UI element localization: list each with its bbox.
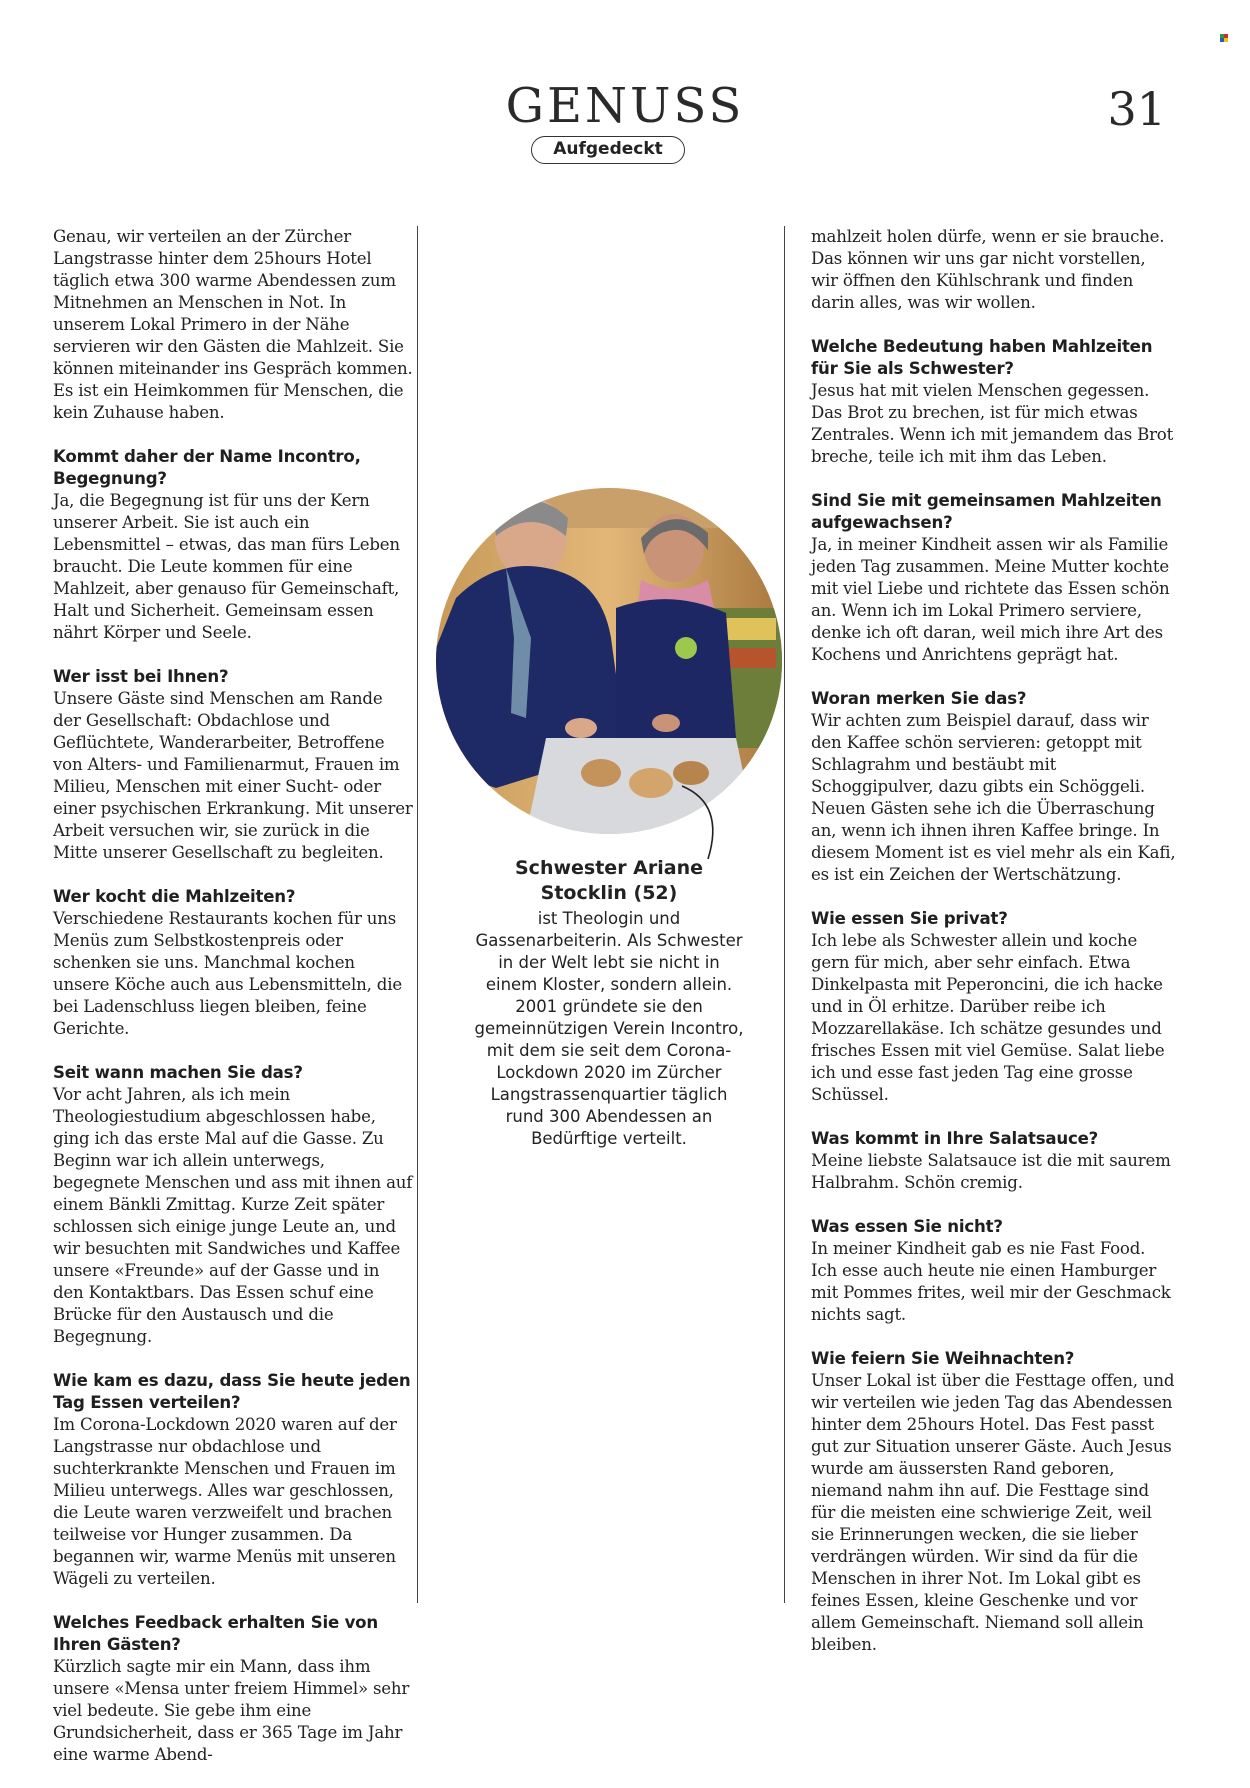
answer: Unser Lokal ist über die Festtage offen, und wir verteilen wie jeden Tag das Abendessen hinter dem 25hours Hotel. Das Fest passt gut zur Situation unserer Gäste. Auch Jesus wurde am äussersten Rand geboren, niemand nahm ihn auf. Die Festtage sind für die meisten eine schwierige Zeit, weil sie Erinnerungen wecken, die sie lieber verdrängen würden. Wir sind da für die Menschen in ihrer Not. Im Lokal gibt es feines Essen, kleine Geschenke und vor allem Gemeinschaft. Niemand soll allein bleiben. xyxy=(811,1371,1175,1654)
answer: Jesus hat mit vielen Menschen gegessen. Das Brot zu brechen, ist für mich etwas Zentrales. Wenn ich mit jemandem das Brot breche, teile ich mit ihm das Leben. xyxy=(811,381,1174,466)
page-number: 31 xyxy=(1107,82,1166,136)
answer: Ja, die Begegnung ist für uns der Kern unserer Arbeit. Sie ist auch ein Lebensmittel – etwas, das man fürs Leben braucht. Die Leute kommen für eine Mahlzeit, aber genauso für Gemeinschaft, Halt und Sicherheit. Gemeinsam essen nährt Körper und Seele. xyxy=(53,491,400,642)
answer: Unsere Gäste sind Menschen am Rande der Gesellschaft: Obdachlose und Geflüchtete, Wanderarbeiter, Betroffene von Alters- und Familienarmut, Frauen im Milieu, Menschen mit einer Sucht- oder einer psychischen Erkrankung. Mit unserer Arbeit versuchen wir, sie zurück in die Mitte unserer Gesellschaft zu begleiten. xyxy=(53,689,413,862)
intro-paragraph: Genau, wir verteilen an der Zürcher Langstrasse hinter dem 25hours Hotel täglich etwa 300 warme Abendessen zum Mitnehmen an Menschen in Not. In unserem Lokal Primero in der Nähe servieren wir den Gästen die Mahlzeit. Sie können miteinander ins Gespräch kommen. Es ist ein Heimkommen für Menschen, die kein Zuhause haben. xyxy=(53,227,413,422)
answer: Im Corona-Lockdown 2020 waren auf der Langstrasse nur obdachlose und suchterkrankte Menschen und Frauen im Milieu unterwegs. Alles war geschlossen, die Leute waren verzweifelt und brachen teilweise vor Hunger zusammen. Da begannen wir, warme Menüs mit unseren Wägeli zu verteilen. xyxy=(53,1415,397,1588)
qa-block xyxy=(811,1128,1176,1194)
article-column-right xyxy=(811,226,1176,1678)
qa-block xyxy=(811,1348,1176,1656)
portrait-name: Schwester Ariane Stocklin (52) xyxy=(515,857,703,904)
question: Seit wann machen Sie das? xyxy=(53,1063,303,1082)
answer: Verschiedene Restaurants kochen für uns Menüs zum Selbstkostenpreis oder schenken sie uns. Manchmal kochen unsere Köche auch aus Lebensmitteln, die bei Ladenschluss liegen bleiben, feine Gerichte. xyxy=(53,909,402,1038)
qa-block xyxy=(53,1612,413,1766)
column-divider-left xyxy=(417,226,418,1603)
answer: Kürzlich sagte mir ein Mann, dass ihm unsere «Mensa unter freiem Himmel» sehr viel bedeute. Sie gebe ihm eine Grundsicherheit, dass er 365 Tage im Jahr eine warme Abend- xyxy=(53,1657,410,1764)
answer: In meiner Kindheit gab es nie Fast Food. Ich esse auch heute nie einen Hamburger mit Pommes frites, weil mir der Geschmack nichts sagt. xyxy=(811,1239,1171,1324)
qa-block xyxy=(53,666,413,864)
qa-block xyxy=(53,886,413,1040)
qa-block xyxy=(53,446,413,644)
question: Welche Bedeutung haben Mahlzeiten für Sie als Schwester? xyxy=(811,337,1153,378)
portrait-photo xyxy=(436,488,782,834)
question: Welches Feedback erhalten Sie von Ihren Gästen? xyxy=(53,1613,378,1654)
continuation-paragraph: mahlzeit holen dürfe, wenn er sie brauche. Das können wir uns gar nicht vorstellen, wir öffnen den Kühlschrank und finden darin alles, was wir wollen. xyxy=(811,227,1165,312)
article-column-left xyxy=(53,226,413,1788)
question: Was kommt in Ihre Salatsauce? xyxy=(811,1129,1099,1148)
portrait-bio: ist Theologin und Gassenarbeiterin. Als Schwester in der Welt lebt sie nicht in einem Kloster, sondern allein. 2001 gründete sie den gemeinnützigen Verein Incontro, mit dem sie seit dem Corona-Lockdown 2020 im Zürcher Langstrassenquartier täglich rund 300 Abendessen an Bedürftige verteilt. xyxy=(474,909,744,1148)
qa-block xyxy=(53,1370,413,1590)
answer: Meine liebste Salatsauce ist die mit saurem Halbrahm. Schön cremig. xyxy=(811,1151,1171,1192)
question: Wie feiern Sie Weihnachten? xyxy=(811,1349,1075,1368)
question: Wer kocht die Mahlzeiten? xyxy=(53,887,296,906)
portrait-caption xyxy=(470,856,748,1150)
question: Was essen Sie nicht? xyxy=(811,1217,1003,1236)
question: Wie kam es dazu, dass Sie heute jeden Tag Essen verteilen? xyxy=(53,1371,411,1412)
kicker-badge: Aufgedeckt xyxy=(531,136,685,164)
answer: Vor acht Jahren, als ich mein Theologiestudium abgeschlossen habe, ging ich das erste Mal auf die Gasse. Zu Beginn war ich allein unterwegs, begegnete Menschen und ass mit ihnen auf einem Bänkli Zmittag. Kurze Zeit später schlossen sich einige junge Leute an, und wir besuchten mit Sandwiches und Kaffee unsere «Freunde» auf der Gasse und in den Kontaktbars. Das Essen schuf eine Brücke für den Austausch und die Begegnung. xyxy=(53,1085,413,1346)
qa-block xyxy=(53,1062,413,1348)
column-divider-right xyxy=(784,226,785,1603)
question: Woran merken Sie das? xyxy=(811,689,1027,708)
answer: Ja, in meiner Kindheit assen wir als Familie jeden Tag zusammen. Meine Mutter kochte mit viel Liebe und richtete das Essen schön an. Wenn ich im Lokal Primero serviere, denke ich oft daran, weil mich ihre Art des Kochens und Anrichtens geprägt hat. xyxy=(811,535,1170,664)
registration-mark xyxy=(1220,34,1229,43)
answer: Wir achten zum Beispiel darauf, dass wir den Kaffee schön servieren: getoppt mit Schlagrahm und bestäubt mit Schoggipulver, dazu gibts ein Schöggeli. Neuen Gästen sehe ich die Überraschung an, wenn ich ihnen ihren Kaffee bringe. In diesem Moment ist es viel mehr als ein Kafi, es ist ein Zeichen der Wertschätzung. xyxy=(811,711,1176,884)
question: Wer isst bei Ihnen? xyxy=(53,667,229,686)
answer: Ich lebe als Schwester allein und koche gern für mich, aber sehr einfach. Etwa Dinkelpasta mit Peperoncini, die ich hacke und in Öl erhitze. Darüber reibe ich Mozzarellakäse. Ich schätze gesundes und frisches Essen mit viel Gemüse. Salat liebe ich und esse fast jeden Tag eine grosse Schüssel. xyxy=(811,931,1165,1104)
caption-pointer xyxy=(680,784,730,864)
qa-block xyxy=(811,688,1176,886)
qa-block xyxy=(811,1216,1176,1326)
section-title: GENUSS xyxy=(505,78,745,134)
question: Kommt daher der Name Incontro, Begegnung? xyxy=(53,447,361,488)
question: Sind Sie mit gemeinsamen Mahlzeiten aufgewachsen? xyxy=(811,491,1162,532)
qa-block xyxy=(811,336,1176,468)
question: Wie essen Sie privat? xyxy=(811,909,1008,928)
qa-block xyxy=(811,490,1176,666)
qa-block xyxy=(811,908,1176,1106)
